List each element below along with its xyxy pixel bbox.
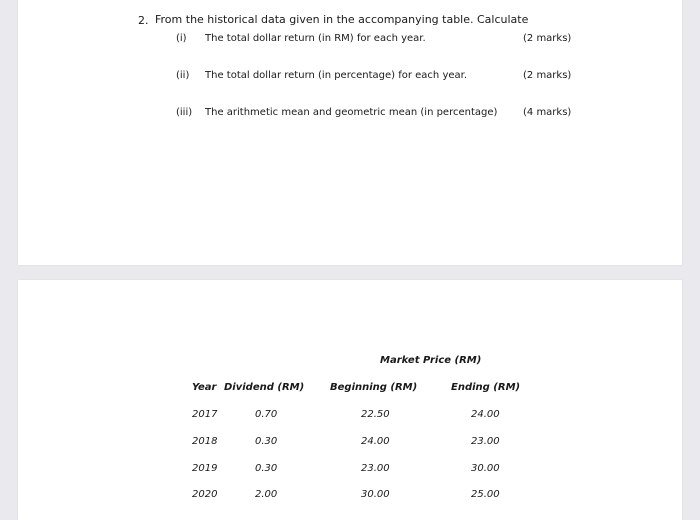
page-2 (18, 280, 682, 520)
item-label-1: (i) (176, 33, 187, 44)
cell-beginning: 30.00 (361, 489, 390, 500)
cell-ending: 30.00 (471, 463, 500, 474)
col-ending-header: Ending (RM) (451, 382, 521, 393)
col-year-header: Year (192, 382, 217, 393)
cell-beginning: 23.00 (361, 463, 390, 474)
cell-beginning: 22.50 (361, 409, 390, 420)
cell-dividend: 0.30 (255, 436, 278, 447)
item-text-1: The total dollar return (in RM) for each year. (205, 33, 426, 44)
cell-year: 2017 (192, 409, 218, 420)
item-label-3: (iii) (176, 107, 193, 118)
item-text-2: The total dollar return (in percentage) for each year. (205, 70, 468, 81)
item-marks-1: (2 marks) (523, 33, 572, 44)
cell-ending: 23.00 (471, 436, 500, 447)
cell-year: 2020 (192, 489, 218, 500)
item-marks-2: (2 marks) (523, 70, 572, 81)
item-marks-3: (4 marks) (523, 107, 572, 118)
item-text-3: The arithmetic mean and geometric mean (in percentage) (205, 107, 498, 118)
cell-dividend: 0.70 (255, 409, 278, 420)
item-label-2: (ii) (176, 70, 190, 81)
page-1 (18, 0, 682, 265)
col-beginning-header: Beginning (RM) (330, 382, 418, 393)
cell-ending: 24.00 (471, 409, 500, 420)
cell-year: 2019 (192, 463, 218, 474)
cell-ending: 25.00 (471, 489, 500, 500)
question-number: 2. (138, 14, 149, 27)
cell-dividend: 2.00 (255, 489, 278, 500)
cell-year: 2018 (192, 436, 218, 447)
market-price-header: Market Price (RM) (380, 355, 482, 366)
question-intro: From the historical data given in the accompanying table. Calculate (155, 13, 529, 26)
cell-beginning: 24.00 (361, 436, 390, 447)
cell-dividend: 0.30 (255, 463, 278, 474)
col-dividend-header: Dividend (RM) (224, 382, 305, 393)
